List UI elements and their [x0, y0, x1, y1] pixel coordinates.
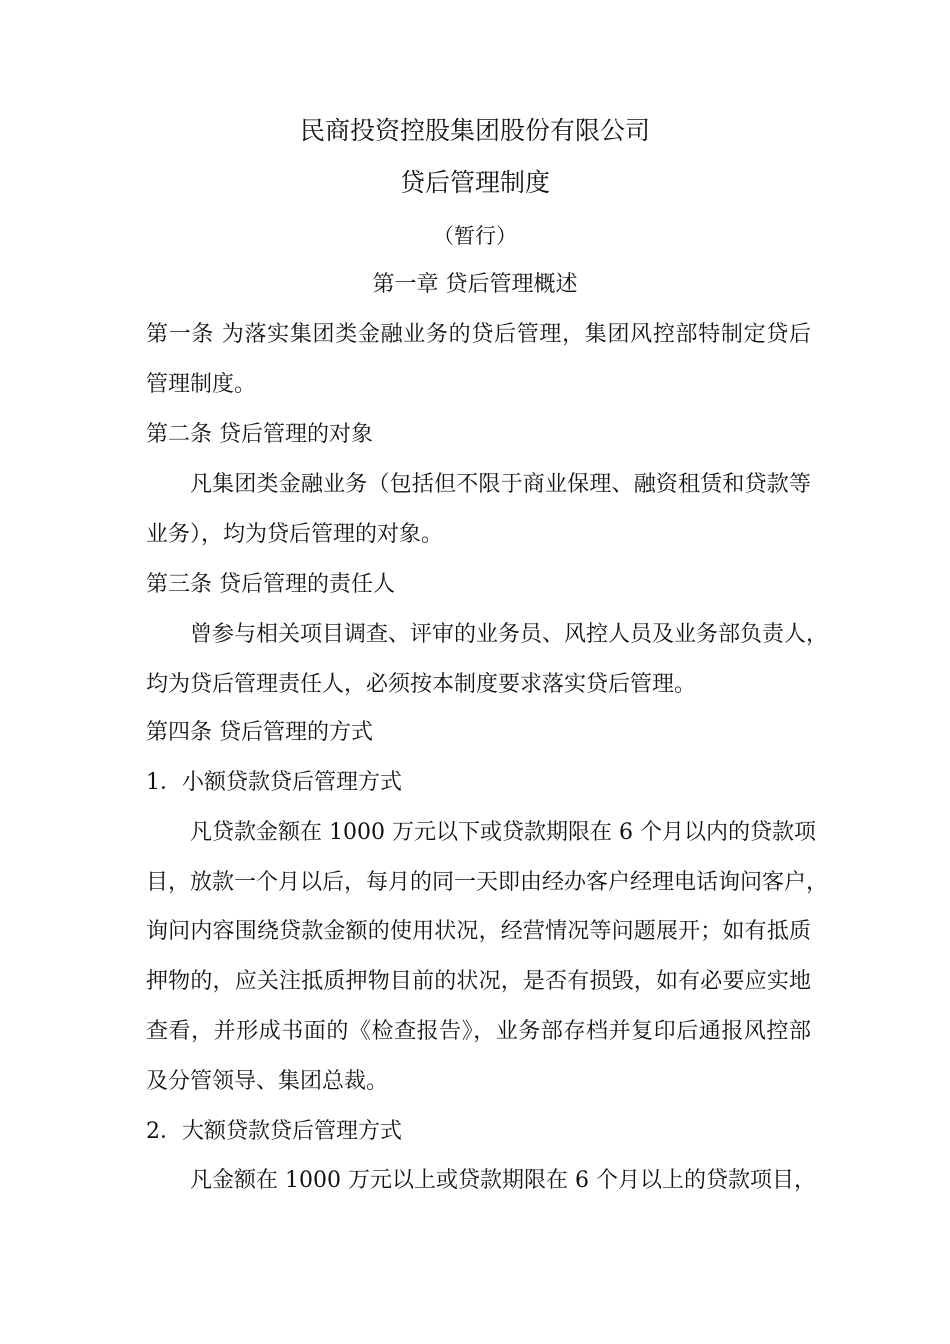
section-1-line-5: 查看，并形成书面的《检查报告》，业务部存档并复印后通报风控部 — [146, 1019, 811, 1044]
section-2-line-1: 凡金额在 1000 万元以上或贷款期限在 6 个月以上的贷款项目， — [190, 1168, 816, 1193]
article-3-line-1: 曾参与相关项目调查、评审的业务员、风控人员及业务部负责人， — [190, 622, 829, 647]
section-1-line-6: 及分管领导、集团总裁。 — [146, 1069, 389, 1094]
section-1-line-4: 押物的，应关注抵质押物目前的状况，是否有损毁，如有必要应实地 — [146, 969, 811, 994]
article-1-line-2: 管理制度。 — [146, 372, 257, 397]
article-2-heading: 第二条 贷后管理的对象 — [146, 422, 373, 447]
article-2-line-1: 凡集团类金融业务（包括但不限于商业保理、融资租赁和贷款等 — [190, 472, 811, 497]
section-1-heading: 1．小额贷款贷后管理方式 — [146, 770, 402, 795]
section-1-line-2: 目，放款一个月以后，每月的同一天即由经办客户经理电话询问客户， — [146, 870, 829, 895]
section-1-line-1: 凡贷款金额在 1000 万元以下或贷款期限在 6 个月以内的贷款项 — [190, 820, 816, 845]
chapter-heading: 第一章 贷后管理概述 — [372, 272, 578, 297]
article-2-line-2: 业务），均为贷后管理的对象。 — [146, 522, 444, 547]
article-3-heading: 第三条 贷后管理的责任人 — [146, 572, 395, 597]
article-4-heading: 第四条 贷后管理的方式 — [146, 720, 373, 745]
article-3-line-2: 均为贷后管理责任人，必须按本制度要求落实贷后管理。 — [146, 672, 697, 697]
section-1-line-3: 询问内容围绕贷款金额的使用状况，经营情况等问题展开；如有抵质 — [146, 919, 811, 944]
article-1-line-1: 第一条 为落实集团类金融业务的贷后管理，集团风控部特制定贷后 — [146, 322, 811, 347]
document-note: （暂行） — [433, 224, 517, 248]
document-title: 民商投资控股集团股份有限公司 — [299, 116, 650, 145]
section-2-heading: 2．大额贷款贷后管理方式 — [146, 1119, 402, 1144]
document-subtitle: 贷后管理制度 — [399, 168, 550, 197]
